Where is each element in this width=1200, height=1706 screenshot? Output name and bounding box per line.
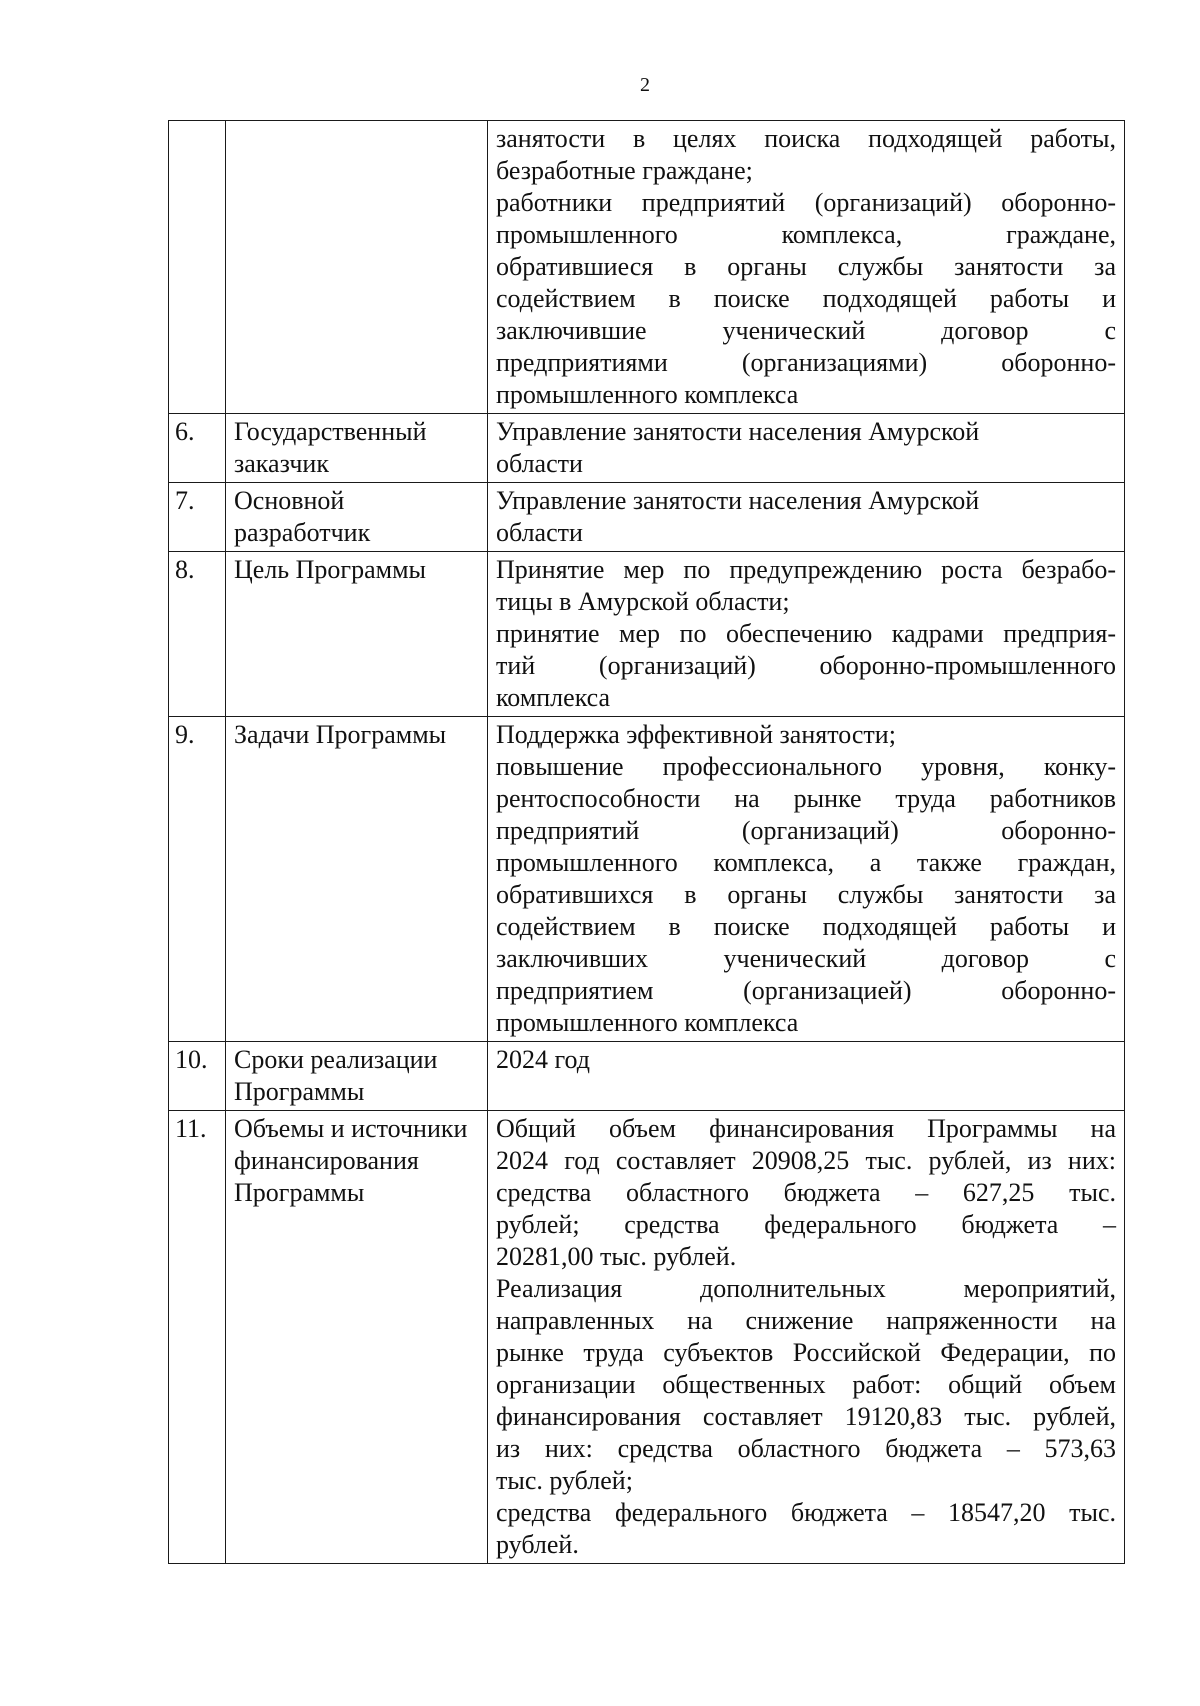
row-number: 6. [169,414,226,483]
row-parameter-value [488,483,1125,552]
value-line: промышленного комплекса, граждане, [496,220,1116,249]
row-parameter-name [226,121,488,414]
value-line: тий (организаций) оборонно-промышленного [496,651,1116,680]
value-line: занятости в целях поиска подходящей работы, [496,124,1116,153]
value-line: Поддержка эффективной занятости; [496,720,896,749]
value-line: рентоспособности на рынке труда работников [496,784,1116,813]
row-number [169,121,226,414]
value-line: средства федерального бюджета – 18547,20 тыс. [496,1498,1116,1527]
table-row [169,552,1125,717]
row-parameter-name: Сроки реализации Программы [226,1042,488,1111]
value-line: Общий объем финансирования Программы на [496,1114,1116,1143]
value-line: области [496,518,583,547]
value-line: обратившиеся в органы службы занятости за [496,252,1116,281]
value-line: из них: средства областного бюджета – 573,63 [496,1434,1116,1463]
value-line: Реализация дополнительных мероприятий, [496,1274,1116,1303]
row-parameter-name: Основной разработчик [226,483,488,552]
value-line: 2024 год [496,1045,590,1074]
value-line: предприятий (организаций) оборонно- [496,816,1116,845]
value-line: принятие мер по обеспечению кадрами предприя- [496,619,1116,648]
page-number: 2 [640,74,650,96]
row-number: 11. [169,1111,226,1564]
table-row [169,1111,1125,1564]
row-parameter-value [488,414,1125,483]
value-line: предприятиями (организациями) оборонно- [496,348,1116,377]
row-parameter-value [488,1042,1125,1111]
value-line: рублей. [496,1530,579,1559]
value-line: безработные граждане; [496,156,753,185]
value-line: промышленного комплекса [496,1008,799,1037]
value-line: содействием в поиске подходящей работы и [496,912,1116,941]
value-line: Принятие мер по предупреждению роста безрабо- [496,555,1116,584]
row-number: 10. [169,1042,226,1111]
table-row [169,414,1125,483]
row-parameter-value [488,717,1125,1042]
value-line: предприятием (организацией) оборонно- [496,976,1116,1005]
value-line: тицы в Амурской области; [496,587,790,616]
row-parameter-name: Государственный заказчик [226,414,488,483]
row-parameter-name: Объемы и источники финансирования Программы [226,1111,488,1564]
value-line: 20281,00 тыс. рублей. [496,1242,737,1271]
value-line: комплекса [496,683,611,712]
value-line: промышленного комплекса [496,380,799,409]
value-line: Управление занятости населения Амурской [496,417,980,446]
table-body [169,121,1125,1564]
value-line: заключивших ученический договор с [496,944,1116,973]
value-line: 2024 год составляет 20908,25 тыс. рублей, из них: [496,1146,1116,1175]
row-number: 9. [169,717,226,1042]
value-line: повышение профессионального уровня, конку- [496,752,1116,781]
table-row [169,483,1125,552]
value-line: Управление занятости населения Амурской [496,486,980,515]
row-parameter-value [488,121,1125,414]
value-line: работники предприятий (организаций) оборонно- [496,188,1116,217]
value-line: организации общественных работ: общий объем [496,1370,1116,1399]
table-row [169,1042,1125,1111]
row-parameter-value [488,1111,1125,1564]
row-parameter-name: Цель Программы [226,552,488,717]
table-row [169,717,1125,1042]
value-line: содействием в поиске подходящей работы и [496,284,1116,313]
program-passport-table [168,120,1125,1564]
value-line: промышленного комплекса, а также граждан, [496,848,1116,877]
value-line: обратившихся в органы службы занятости за [496,880,1116,909]
row-number: 7. [169,483,226,552]
value-line: средства областного бюджета – 627,25 тыс. [496,1178,1116,1207]
value-line: рублей; средства федерального бюджета – [496,1210,1116,1239]
value-line: рынке труда субъектов Российской Федерации, по [496,1338,1116,1367]
row-parameter-value [488,552,1125,717]
value-line: финансирования составляет 19120,83 тыс. рублей, [496,1402,1116,1431]
value-line: тыс. рублей; [496,1466,633,1495]
value-line: области [496,449,583,478]
value-line: заключившие ученический договор с [496,316,1116,345]
row-parameter-name: Задачи Программы [226,717,488,1042]
table-row [169,121,1125,414]
value-line: направленных на снижение напряженности на [496,1306,1116,1335]
row-number: 8. [169,552,226,717]
